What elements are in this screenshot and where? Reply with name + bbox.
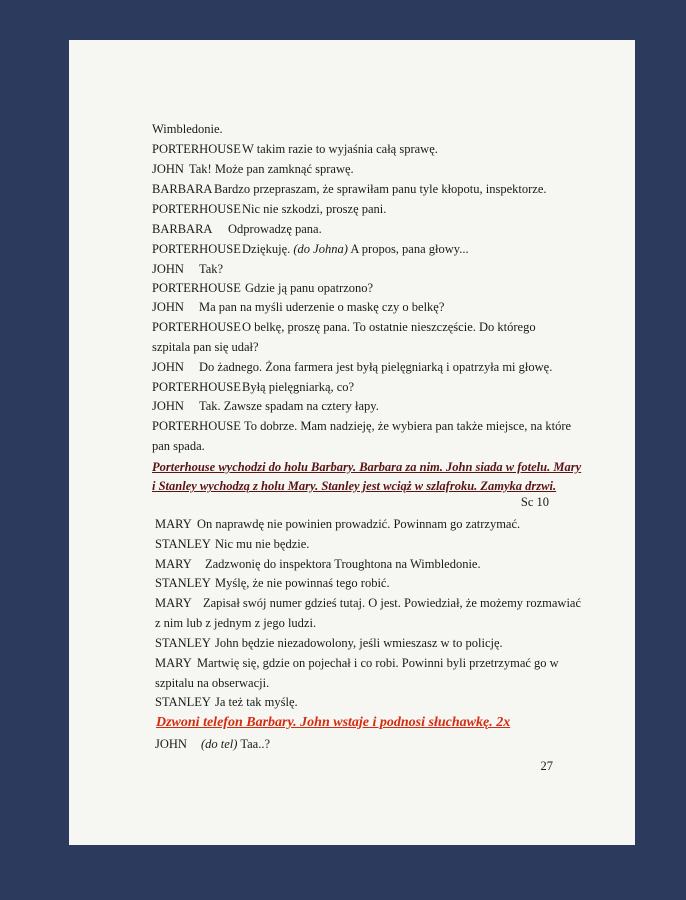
stage-aside: (do tel) [201,737,238,751]
dialogue-text: Tak! Może pan zamknąć sprawę. [189,162,354,176]
dialogue-text: Nic nie szkodzi, proszę pani. [242,202,387,216]
script-line [155,517,520,532]
speaker-name: JOHN [152,162,184,176]
speaker-name: STANLEY [155,695,211,709]
script-line [152,202,386,217]
dialogue-text: Odprowadzę pana. [228,222,322,236]
script-line [152,399,379,414]
speaker-name: MARY [155,596,192,610]
script-line [152,142,438,157]
dialogue-text: Zadzwonię do inspektora Troughtona na Wimbledonie. [205,557,481,571]
script-page [69,40,635,845]
script-line [155,596,581,611]
speaker-name: JOHN [152,360,184,374]
script-line [155,737,270,752]
dialogue-text: Gdzie ją panu opatrzono? [245,281,374,295]
script-line [152,380,354,395]
stage-direction-phone: Dzwoni telefon Barbary. John wstaje i podnosi słuchawkę. 2x [156,715,511,730]
script-line [155,636,503,651]
speaker-name: JOHN [152,300,184,314]
script-line [152,262,223,277]
speaker-name: PORTERHOUSE [152,202,241,216]
speaker-name: PORTERHOUSE [152,142,241,156]
script-line [155,695,298,710]
speaker-name: BARBARA [152,182,213,196]
speaker-name: STANLEY [155,576,211,590]
dialogue-text: Zapisał swój numer gdzieś tutaj. O jest. Powiedział, że możemy rozmawiać [203,596,582,610]
speaker-name: STANLEY [155,537,211,551]
speaker-name: JOHN [152,262,184,276]
dialogue-text: Bardzo przepraszam, że sprawiłam panu tyle kłopotu, inspektorze. [214,182,547,196]
dialogue-text: Ma pan na myśli uderzenie o maskę czy o belkę? [199,300,445,314]
dialogue-text: Myślę, że nie powinnaś tego robić. [215,576,390,590]
speaker-name: PORTERHOUSE [152,242,241,256]
speaker-name: JOHN [155,737,187,751]
script-line [155,557,481,572]
stage-direction: i Stanley wychodzą z holu Mary. Stanley jest wciąż w szlafroku. Zamyka drzwi. [152,479,557,493]
script-line [152,162,354,177]
speaker-name: PORTERHOUSE [152,380,241,394]
dialogue-text: W takim razie to wyjaśnia całą sprawę. [242,142,438,156]
speaker-name: MARY [155,557,192,571]
script-line [152,300,444,315]
dialogue-text: On naprawdę nie powinien prowadzić. Powinnam go zatrzymać. [197,517,521,531]
script-line [155,537,309,552]
dialogue-text: Do żadnego. Żona farmera jest byłą pielęgniarką i opatrzyła mi głowę. [199,360,553,374]
script-line: pan spada. [152,439,205,453]
dialogue-text: Ja też tak myślę. [215,695,298,709]
script-line [152,281,373,296]
dialogue-text: Byłą pielęgniarką, co? [242,380,355,394]
script-line [152,320,536,335]
script-line [152,182,547,197]
page-number: 27 [540,759,553,773]
stage-aside: (do Johna) [293,242,348,256]
speaker-name: STANLEY [155,636,211,650]
script-line [152,222,322,237]
dialogue-text: Tak. Zawsze spadam na cztery łapy. [199,399,379,413]
dialogue-text: Nic mu nie będzie. [215,537,310,551]
dialogue-text: Dziękuję. [242,242,291,256]
script-line: szpitala pan się udał? [152,340,259,354]
speaker-name: PORTERHOUSE [152,320,241,334]
dialogue-text: A propos, pana głowy... [350,242,469,256]
speaker-name: PORTERHOUSE [152,281,241,295]
stage-direction: Porterhouse wychodzi do holu Barbary. Barbara za nim. John siada w fotelu. Mary [152,460,582,474]
script-line [155,576,390,591]
speaker-name: MARY [155,517,192,531]
speaker-name: PORTERHOUSE [152,419,241,433]
script-line [152,242,469,257]
speaker-name: JOHN [152,399,184,413]
speaker-name: MARY [155,656,192,670]
speaker-name: BARBARA [152,222,213,236]
script-line [155,656,559,671]
dialogue-text: Tak? [199,262,224,276]
script-line: z nim lub z jednym z jego ludzi. [155,616,317,630]
script-line: szpitalu na obserwacji. [155,676,270,690]
scene-number: Sc 10 [520,495,549,509]
dialogue-text: O belkę, proszę pana. To ostatnie nieszczęście. Do którego [242,320,536,334]
script-line: Wimbledonie. [152,122,223,136]
dialogue-text: Taa..? [240,737,271,751]
dialogue-text: John będzie niezadowolony, jeśli wmieszasz w to policję. [215,636,503,650]
script-line [152,419,571,434]
dialogue-text: To dobrze. Mam nadzieję, że wybiera pan także miejsce, na które [244,419,572,433]
script-line [152,360,552,375]
dialogue-text: Martwię się, gdzie on pojechał i co robi. Powinni byli przetrzymać go w [197,656,559,670]
